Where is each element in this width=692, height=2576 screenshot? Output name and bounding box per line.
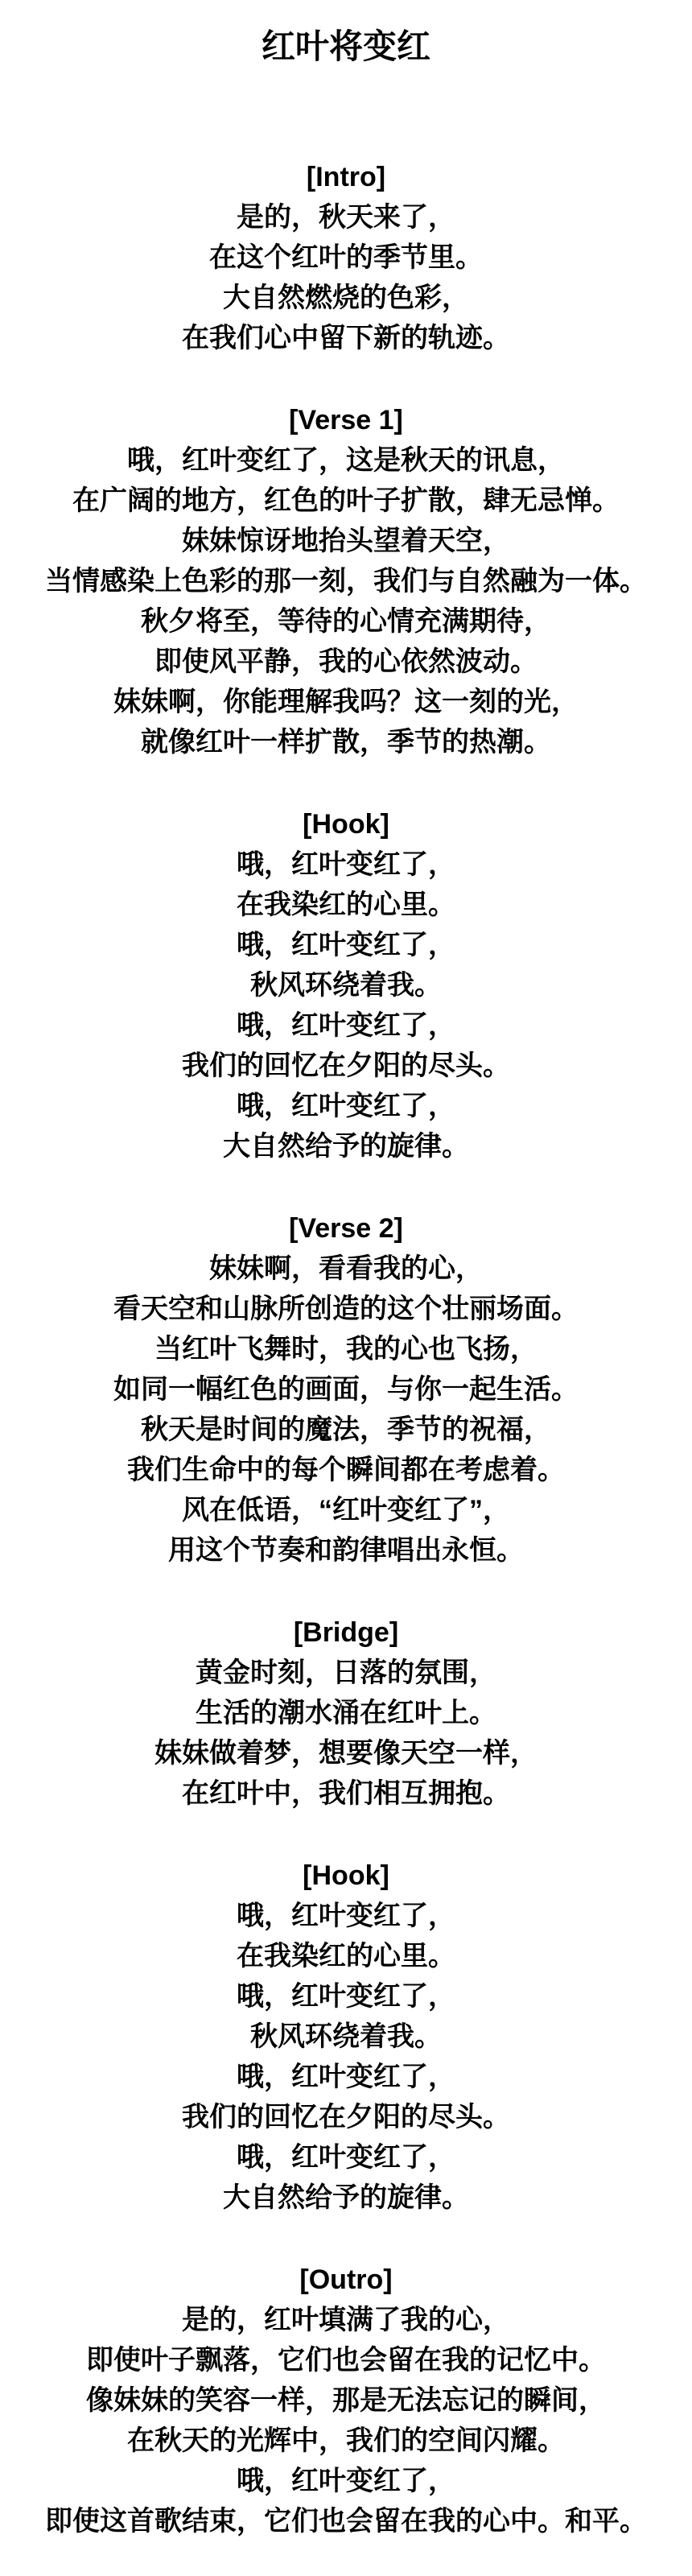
lyric-line: 大自然给予的旋律。: [223, 1131, 469, 1162]
lyric-line: 哦，红叶变红了，: [237, 2142, 455, 2173]
lyric-line: 像妹妹的笑容一样，那是无法忘记的瞬间，: [86, 2385, 606, 2416]
lyrics-section: [0, 2260, 692, 2541]
lyric-line: 在我染红的心里。: [237, 890, 455, 920]
section-label: [Verse 2]: [289, 1213, 403, 1244]
lyric-line: 哦，红叶变红了，: [237, 1091, 455, 1121]
lyric-line: 用这个节奏和韵律唱出永恒。: [168, 1535, 524, 1566]
lyric-line: 哦，红叶变红了，: [237, 2466, 455, 2496]
lyric-line: 秋天是时间的魔法，季节的祝福，: [141, 1414, 551, 1445]
lyrics-section: [0, 157, 692, 358]
lyrics-sections: [0, 157, 692, 2541]
lyric-line: 在广阔的地方，红色的叶子扩散，肆无忌惮。: [72, 485, 620, 516]
lyric-line: 当红叶飞舞时，我的心也飞扬，: [154, 1334, 538, 1364]
lyric-line: 妹妹啊，你能理解我吗？这一刻的光，: [113, 687, 579, 717]
lyric-line: 哦，红叶变红了，: [237, 1901, 455, 1931]
lyric-line: 妹妹做着梦，想要像天空一样，: [154, 1738, 538, 1769]
lyric-line: 如同一幅红色的画面，与你一起生活。: [113, 1374, 579, 1405]
lyric-line: 当情感染上色彩的那一刻，我们与自然融为一体。: [45, 566, 647, 597]
section-label: [Outro]: [299, 2264, 393, 2295]
lyric-line: 大自然给予的旋律。: [223, 2182, 469, 2213]
lyric-line: 在我们心中留下新的轨迹。: [182, 323, 510, 353]
lyric-line: 秋风环绕着我。: [250, 970, 442, 1001]
lyric-line: 哦，红叶变红了，这是秋天的讯息，: [127, 445, 565, 476]
lyric-line: 哦，红叶变红了，: [237, 849, 455, 880]
lyrics-section: [0, 1208, 692, 1571]
section-label: [Verse 1]: [289, 405, 403, 436]
lyric-line: 风在低语，“红叶变红了”，: [182, 1495, 510, 1525]
lyric-line: 哦，红叶变红了，: [237, 2062, 455, 2092]
lyric-line: 妹妹惊讶地抬头望着天空，: [182, 526, 510, 556]
section-label: [Hook]: [303, 809, 389, 840]
lyric-line: 即使叶子飘落，它们也会留在我的记忆中。: [86, 2345, 606, 2376]
lyric-line: 黄金时刻，日落的氛围，: [196, 1657, 496, 1688]
lyric-line: 就像红叶一样扩散，季节的热潮。: [141, 727, 551, 758]
lyric-line: 秋夕将至，等待的心情充满期待，: [141, 606, 551, 637]
lyric-line: 即使这首歌结束，它们也会留在我的心中。和平。: [45, 2506, 647, 2537]
lyric-line: 哦，红叶变红了，: [237, 1981, 455, 2012]
lyric-line: 在这个红叶的季节里。: [209, 242, 483, 273]
section-label: [Hook]: [303, 1860, 389, 1891]
lyric-line: 哦，红叶变红了，: [237, 930, 455, 960]
lyric-line: 我们的回忆在夕阳的尽头。: [182, 1051, 510, 1081]
lyric-line: 大自然燃烧的色彩，: [223, 283, 469, 313]
lyrics-section: [0, 1612, 692, 1814]
lyric-line: 即使风平静，我的心依然波动。: [154, 646, 538, 677]
lyric-line: 在我染红的心里。: [237, 1941, 455, 1971]
lyrics-section: [0, 1856, 692, 2218]
lyrics-section: [0, 804, 692, 1166]
lyric-line: 看天空和山脉所创造的这个壮丽场面。: [113, 1294, 579, 1324]
lyric-line: 妹妹啊，看看我的心，: [209, 1253, 483, 1284]
lyric-line: 哦，红叶变红了，: [237, 1010, 455, 1041]
lyrics-section: [0, 400, 692, 762]
lyric-line: 在红叶中，我们相互拥抱。: [182, 1778, 510, 1809]
section-label: [Bridge]: [293, 1617, 399, 1648]
section-label: [Intro]: [306, 162, 386, 192]
lyric-line: 在秋天的光辉中，我们的空间闪耀。: [127, 2425, 565, 2456]
page-title: 红叶将变红: [261, 27, 430, 65]
lyric-line: 我们生命中的每个瞬间都在考虑着。: [127, 1455, 565, 1485]
lyric-line: 生活的潮水涌在红叶上。: [196, 1698, 496, 1728]
lyric-line: 秋风环绕着我。: [250, 2021, 442, 2052]
lyric-line: 是的，秋天来了，: [237, 202, 455, 233]
lyric-line: 我们的回忆在夕阳的尽头。: [182, 2102, 510, 2132]
lyric-line: 是的，红叶填满了我的心，: [182, 2305, 510, 2335]
